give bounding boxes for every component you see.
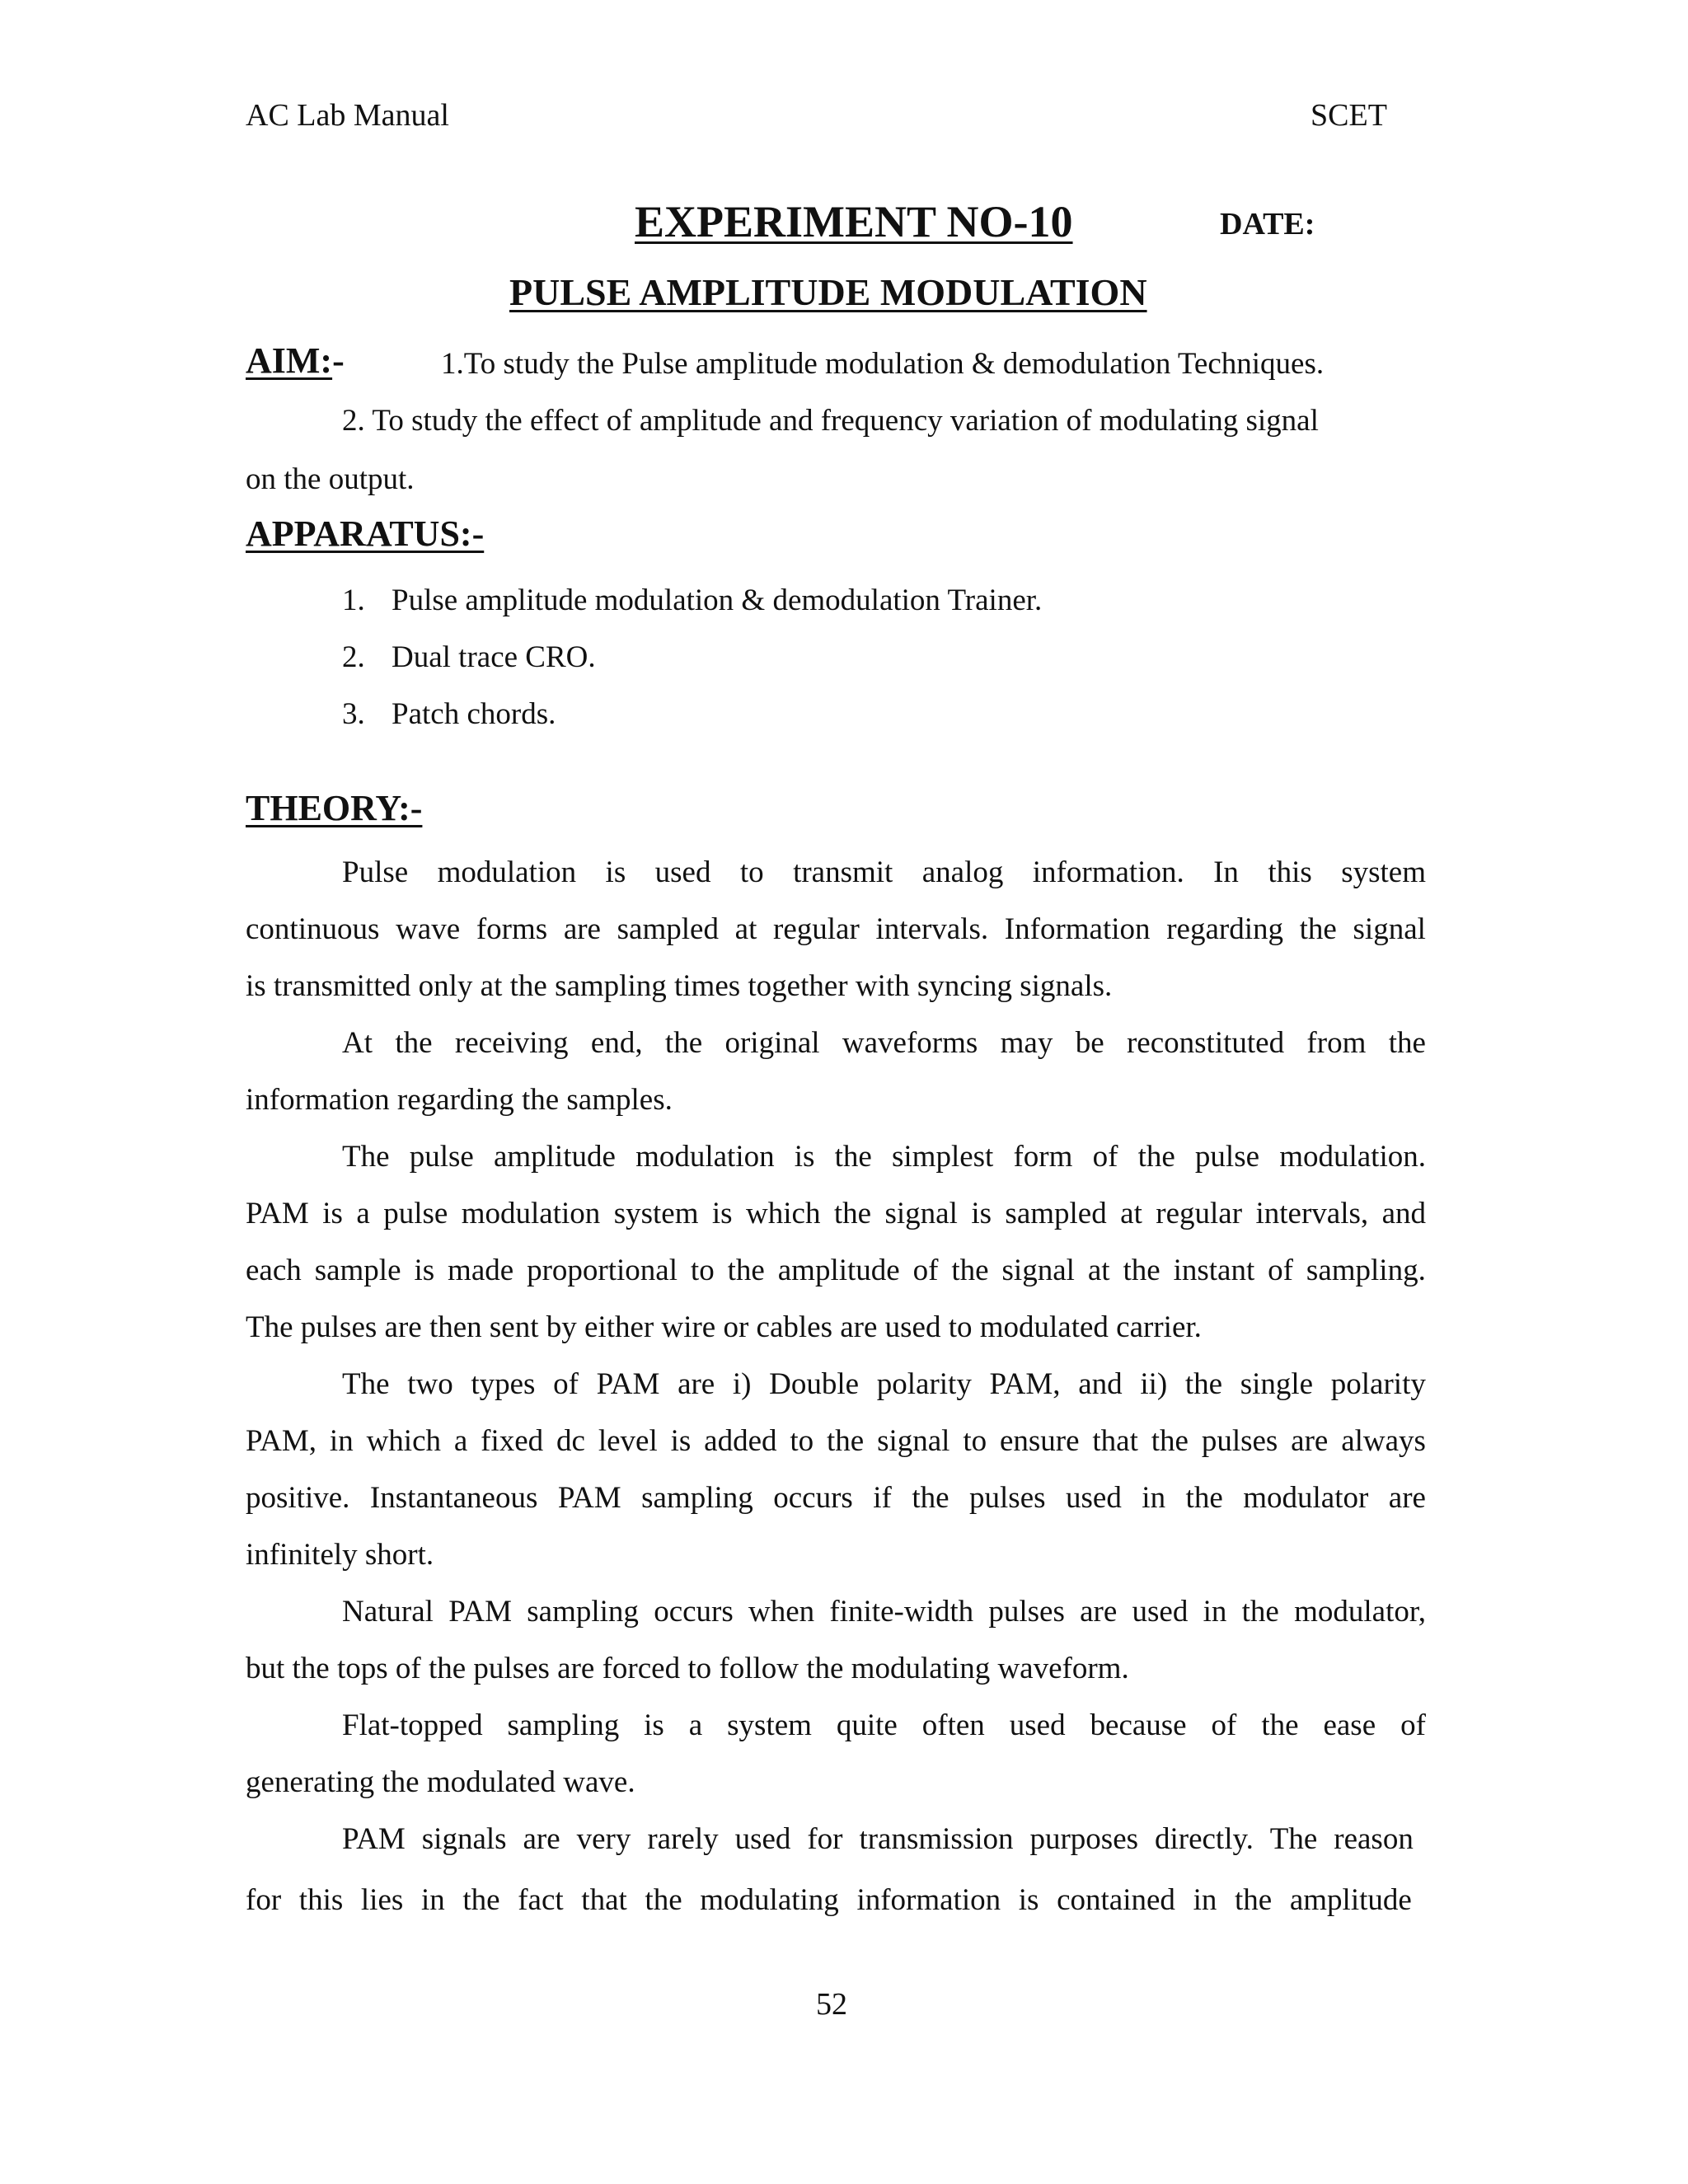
word: the [664,1026,703,1060]
word: analog [921,855,1004,889]
apparatus-item-num: 2. [342,640,365,674]
word: the [1241,1595,1279,1629]
apparatus-item-text: Dual trace CRO. [392,640,596,674]
word: modulation. [1279,1140,1426,1174]
word: may [1000,1026,1053,1060]
word: fact [518,1883,564,1917]
word: two [407,1367,453,1401]
word: the [1151,1424,1189,1458]
experiment-title: EXPERIMENT NO-10 [635,197,1073,246]
word: At [342,1026,373,1060]
word: the [912,1481,950,1515]
word: the [834,1140,872,1174]
word: level [598,1424,658,1458]
word: used [734,1822,791,1856]
word: sample [314,1254,401,1287]
word: PAM [246,1197,309,1230]
word: The [342,1140,390,1174]
word: is [644,1708,664,1742]
word: is [1018,1883,1039,1917]
word: information [856,1883,1001,1917]
theory-line: The pulses are then sent by either wire or cables are used to modulated carrier. [246,1310,1202,1344]
word: at [1087,1254,1110,1287]
word: single [1240,1367,1314,1401]
aim-heading: AIM: [246,340,333,381]
word: modulating [700,1883,839,1917]
word: are [1080,1595,1118,1629]
word: are [523,1822,560,1856]
word: simplest [891,1140,994,1174]
word: sampling [527,1595,639,1629]
word: quite [836,1708,898,1742]
word: transmit [793,855,893,889]
word: intervals, [1255,1197,1369,1230]
word: occurs [654,1595,734,1629]
word: pulse [409,1140,474,1174]
theory-heading: THEORY:- [246,788,423,828]
theory-line [342,1028,1426,1058]
theory-line [342,1369,1426,1399]
word: form [1013,1140,1073,1174]
word: to [739,855,764,889]
word: is [414,1254,435,1287]
word: is [322,1197,343,1230]
word: to [690,1254,715,1287]
word: sampling [507,1708,620,1742]
word: modulator [1243,1481,1369,1515]
theory-line [246,1426,1426,1456]
word: the [1184,1367,1223,1401]
word: of [1268,1254,1293,1287]
word: in [1193,1883,1217,1917]
word: the [1299,912,1337,946]
word: from [1306,1026,1367,1060]
theory-line [342,857,1426,888]
word: of [553,1367,579,1401]
word: pulse [1194,1140,1260,1174]
word: and [1381,1197,1426,1230]
apparatus-item-num: 1. [342,583,365,617]
word: a [356,1197,370,1230]
word: very [576,1822,631,1856]
word: Flat-topped [342,1708,483,1742]
word: instant [1173,1254,1255,1287]
experiment-subtitle: PULSE AMPLITUDE MODULATION [509,271,1147,313]
word: used [1066,1481,1122,1515]
word: the [395,1026,433,1060]
word: of [1211,1708,1237,1742]
word: amplitude [777,1254,900,1287]
word: system [727,1708,812,1742]
word: purposes [1029,1822,1139,1856]
aim-point-2-text: 2. To study the effect of amplitude and frequency variation of modulating signal [342,404,1319,438]
word: rarely [647,1822,719,1856]
word: polarity [1330,1367,1426,1401]
word: the [462,1883,500,1917]
word: positive. [246,1481,350,1515]
word: Double [769,1367,860,1401]
word: a [453,1424,468,1458]
theory-line [246,1255,1426,1286]
word: often [921,1708,985,1742]
apparatus-item-text: Patch chords. [392,697,556,731]
aim-point-2-line-1 [342,405,1393,436]
word: are [1388,1481,1426,1515]
word: forms [476,912,548,946]
word: modulation [437,855,577,889]
word: of [912,1254,939,1287]
word: signals [421,1822,507,1856]
theory-line [246,1198,1426,1229]
theory-line [342,1824,1414,1854]
word: Information [1004,912,1151,946]
word: PAM [596,1367,660,1401]
word: in [420,1883,445,1917]
word: regular [773,912,860,946]
word: are [563,912,601,946]
word: added [704,1424,777,1458]
word: intervals. [875,912,989,946]
word: regarding [1166,912,1283,946]
word: ii) [1140,1367,1168,1401]
word: and [1078,1367,1123,1401]
word: the [1185,1481,1223,1515]
word: for [807,1822,843,1856]
word: of [1400,1708,1426,1742]
word: PAM [557,1481,621,1515]
word: Pulse [342,855,409,889]
word: modulation [635,1140,775,1174]
apparatus-heading: APPARATUS:- [246,513,485,554]
word: reconstituted [1126,1026,1285,1060]
word: PAM [342,1822,406,1856]
word: PAM, [246,1424,317,1458]
word: when [748,1595,815,1629]
word: used [1009,1708,1066,1742]
word: transmission [859,1822,1014,1856]
running-header-right: SCET [1311,98,1387,133]
aim-heading-dash: - [332,340,345,381]
word: reason [1334,1822,1414,1856]
word: The [1269,1822,1318,1856]
word: is [711,1197,733,1230]
aim-point-2-line-2: on the output. [246,462,415,496]
word: pulses [988,1595,1065,1629]
word: dc [556,1424,585,1458]
word: the [1261,1708,1299,1742]
aim-point-1: 1.To study the Pulse amplitude modulation & demodulation Techniques. [441,347,1325,381]
word: ease [1323,1708,1376,1742]
theory-line: generating the modulated wave. [246,1765,635,1799]
word: sampling [641,1481,753,1515]
word: is [971,1197,992,1230]
word: is [670,1424,692,1458]
word: of [1092,1140,1118,1174]
word: waveforms [842,1026,978,1060]
word: The [342,1367,390,1401]
theory-line: infinitely short. [246,1538,434,1572]
word: ensure [999,1424,1080,1458]
word: the [645,1883,682,1917]
word: this [1268,855,1312,889]
word: signal [884,1197,958,1230]
word: the [1137,1140,1175,1174]
word: pulses [1201,1424,1278,1458]
theory-line [246,1483,1426,1513]
word: at [1120,1197,1142,1230]
word: continuous [246,912,380,946]
word: because [1090,1708,1187,1742]
word: occurs [773,1481,853,1515]
word: i) [732,1367,752,1401]
aim-heading-row [246,340,345,382]
word: in [1203,1595,1227,1629]
word: for [246,1883,282,1917]
word: system [1341,855,1426,889]
word: original [724,1026,820,1060]
word: pulse [383,1197,448,1230]
theory-line: but the tops of the pulses are forced to follow the modulating waveform. [246,1652,1129,1685]
word: contained [1057,1883,1175,1917]
theory-line [342,1710,1426,1741]
apparatus-item-text: Pulse amplitude modulation & demodulation Trainer. [392,583,1043,617]
word: sampled [617,912,719,946]
theory-line: information regarding the samples. [246,1083,673,1117]
word: proportional [527,1254,678,1287]
word: signal [1353,912,1426,946]
word: always [1341,1424,1426,1458]
word: the [1235,1883,1273,1917]
word: in [1142,1481,1166,1515]
word: amplitude [1289,1883,1412,1917]
word: a [688,1708,703,1742]
word: signal [1001,1254,1075,1287]
theory-line [246,1885,1412,1915]
theory-line [342,1596,1426,1627]
word: polarity [876,1367,972,1401]
word: modulator, [1294,1595,1426,1629]
word: which [746,1197,821,1230]
word: which [366,1424,441,1458]
word: the [833,1197,872,1230]
word: wave [396,912,461,946]
word: the [1388,1026,1426,1060]
apparatus-item-num: 3. [342,697,365,731]
word: directly. [1154,1822,1254,1856]
word: each [246,1254,302,1287]
word: modulation [461,1197,601,1230]
word: that [1092,1424,1138,1458]
word: information. [1032,855,1184,889]
word: the [1123,1254,1160,1287]
word: used [654,855,711,889]
word: at [734,912,757,946]
word: used [1132,1595,1189,1629]
word: In [1213,855,1239,889]
word: if [873,1481,892,1515]
word: are [678,1367,715,1401]
word: sampled [1005,1197,1107,1230]
word: sampling. [1306,1254,1426,1287]
word: that [581,1883,627,1917]
word: is [605,855,626,889]
word: Natural [342,1595,434,1629]
word: types [471,1367,536,1401]
page-number: 52 [816,1987,847,2022]
word: pulses [969,1481,1046,1515]
word: signal [877,1424,950,1458]
word: made [448,1254,514,1287]
word: fixed [481,1424,544,1458]
word: PAM [448,1595,513,1629]
word: this [298,1883,344,1917]
word: in [329,1424,354,1458]
word: the [727,1254,765,1287]
word: to [963,1424,987,1458]
date-label: DATE: [1220,207,1315,241]
word: is [794,1140,815,1174]
word: amplitude [493,1140,616,1174]
theory-line [342,1141,1426,1172]
word: be [1075,1026,1104,1060]
word: system [613,1197,699,1230]
word: end, [590,1026,643,1060]
word: Instantaneous [369,1481,538,1515]
word: are [1291,1424,1329,1458]
theory-line: is transmitted only at the sampling times together with syncing signals. [246,969,1113,1003]
word: lies [360,1883,404,1917]
word: to [790,1424,814,1458]
word: the [827,1424,865,1458]
theory-line [246,914,1426,944]
word: finite-width [829,1595,974,1629]
running-header-left: AC Lab Manual [246,98,449,133]
word: PAM, [989,1367,1061,1401]
word: receiving [454,1026,569,1060]
word: the [951,1254,989,1287]
word: regular [1156,1197,1243,1230]
